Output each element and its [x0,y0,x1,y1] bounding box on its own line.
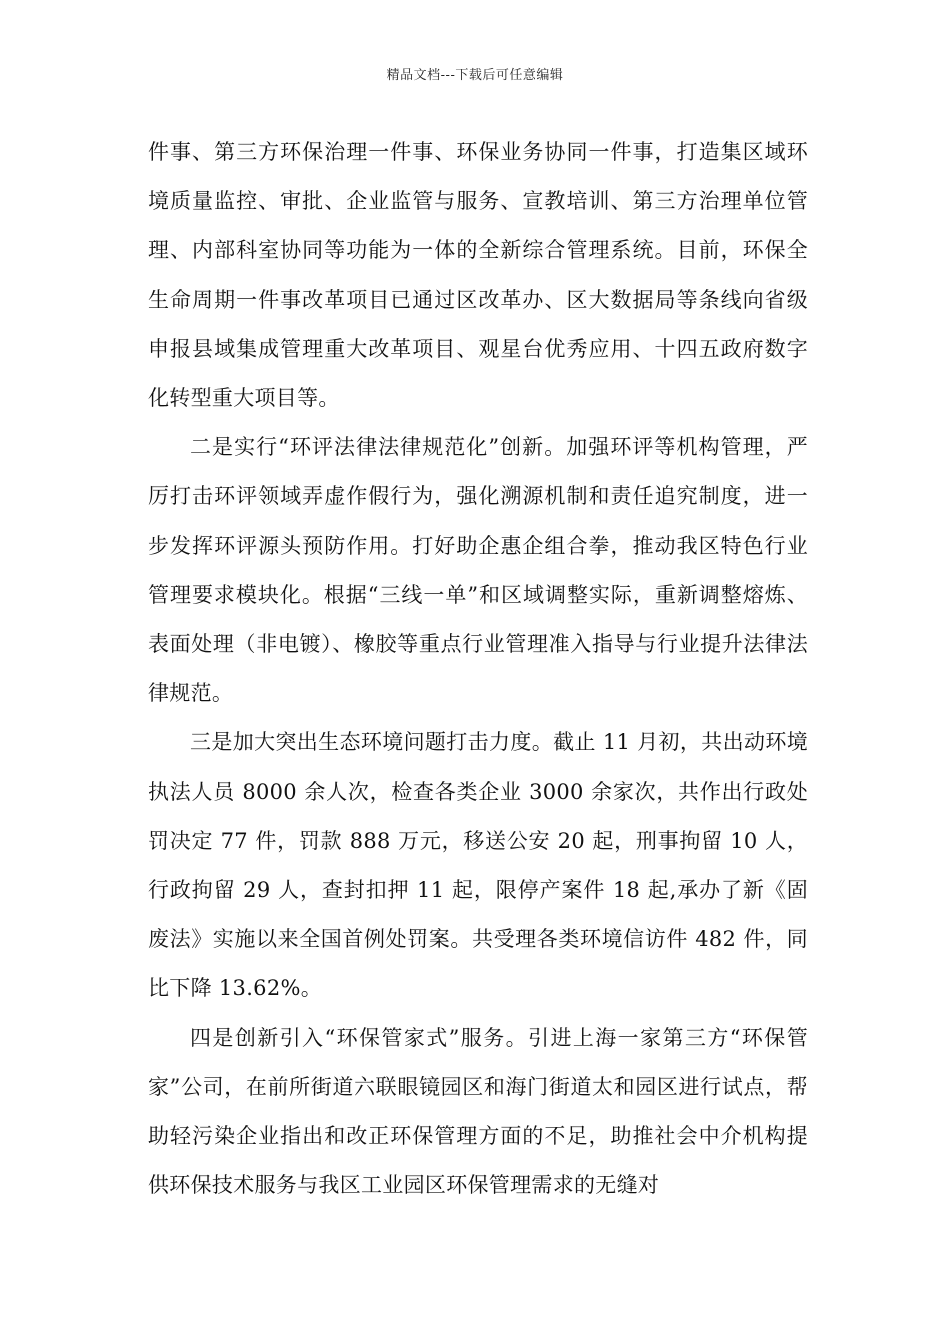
paragraph-environmental-steward: 四是创新引入“环保管家式”服务。引进上海一家第三方“环保管家”公司，在前所街道六联眼镜园区和海门街道太和园区进行试点，帮助轻污染企业指出和改正环保管理方面的不足，助推社会中介机构提供环保技术服务与我区工业园区环保管理需求的无缝对 [148,1025,808,1198]
paragraph-continuation: 件事、第三方环保治理一件事、环保业务协同一件事，打造集区域环境质量监控、审批、企业监管与服务、宣教培训、第三方治理单位管理、内部科室协同等功能为一体的全新综合管理系统。目前，环保全生命周期一件事改革项目已通过区改革办、区大数据局等条线向省级申报县域集成管理重大改革项目、观星台优秀应用、十四五政府数字化转型重大项目等。 [148,140,808,411]
page-header: 精品文档---下载后可任意编辑 [386,68,564,83]
document-body [148,128,808,1210]
paragraph-eia-regulation: 二是实行“环评法律法律规范化”创新。加强环评等机构管理，严厉打击环评领域弄虚作假行为，强化溯源机制和责任追究制度，进一步发挥环评源头预防作用。打好助企惠企组合拳，推动我区特色行业管理要求模块化。根据“三线一单”和区域调整实际，重新调整熔炼、表面处理（非电镀）、橡胶等重点行业管理准入指导与行业提升法律法律规范。 [148,435,808,706]
paragraph-enforcement: 三是加大突出生态环境问题打击力度。截止 11 月初，共出动环境执法人员 8000 余人次，检查各类企业 3000 余家次，共作出行政处罚决定 77 件，罚款 888 万元，移送公安 20 起，刑事拘留 10 人，行政拘留 29 人，查封扣押 11 起，限停产案件 18 起,承办了新《固废法》实施以来全国首例处罚案。共受理各类环境信访件 482 件，同比下降 13.62%。 [148,730,808,1001]
